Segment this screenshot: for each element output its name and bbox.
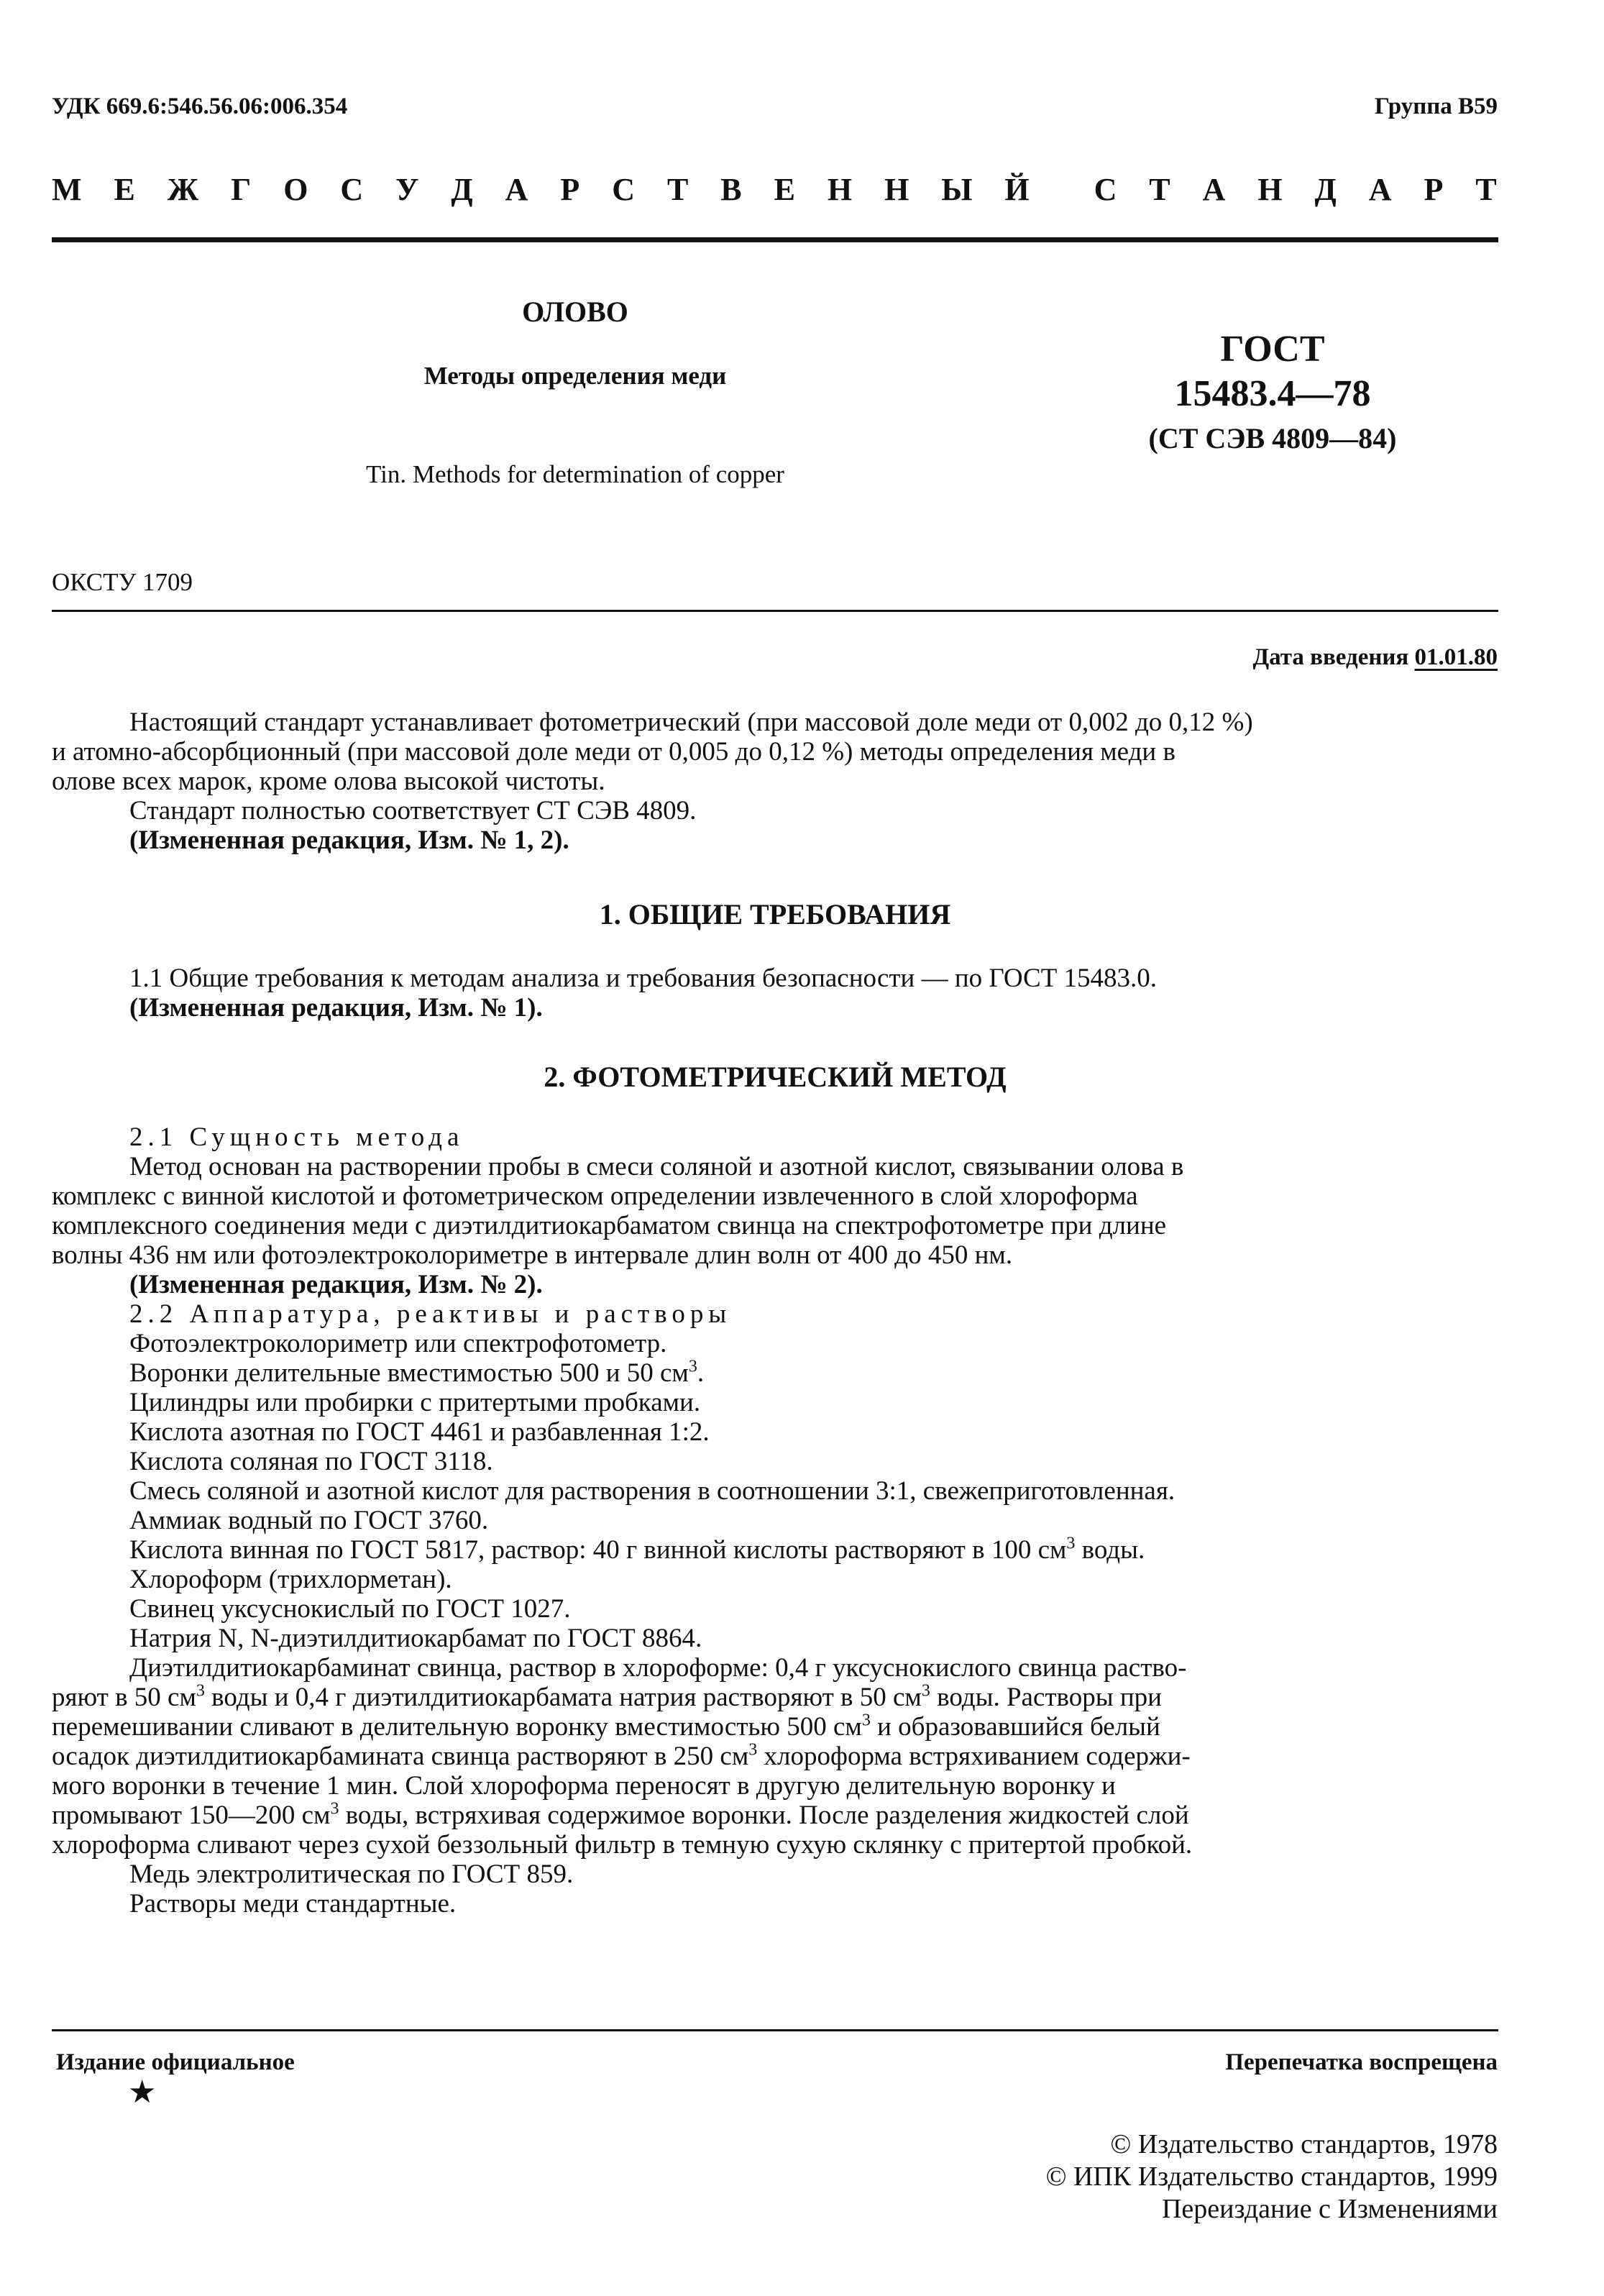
amendment-note: (Измененная редакция, Изм. № 1). [129,993,543,1023]
banner-letter: Н [827,172,853,207]
group-code: Группа В59 [1374,93,1498,119]
list-item: Смесь соляной и азотной кислот для растворения в соотношении 3:1, свежеприготовленная. [129,1476,1175,1506]
banner-letter: А [505,172,528,207]
section-line: волны 436 нм или фотоэлектроколориметре в интервале длин волн от 400 до 450 нм. [52,1240,1013,1270]
banner-letter: С [340,172,364,207]
copyright-line: © Издательство стандартов, 1978 [1110,2129,1498,2159]
introduction-date [1252,644,1498,671]
banner-letter: Е [774,172,795,207]
list-item: Фотоэлектроколориметр или спектрофотометр. [129,1329,667,1358]
banner-letter: О [283,172,308,207]
section-line: комплексного соединения меди с диэтилдитиокарбаматом свинца на спектрофотометре при длине [52,1211,1167,1240]
intro-date-label: Дата введения [1252,644,1409,670]
star-icon: ★ [128,2075,157,2110]
section-1-body [52,964,1498,1023]
list-item: Свинец уксуснокислый по ГОСТ 1027. [129,1594,571,1624]
gost-number: 15483.4—78 [1174,373,1371,414]
official-edition: Издание официальное [56,2049,295,2075]
intro-line: олове всех марок, кроме олова высокой чистоты. [52,767,605,796]
banner-letter: А [1202,172,1226,207]
banner-letter: В [720,172,742,207]
banner-letter: Д [1314,172,1337,207]
copyright-block [1046,2128,1498,2226]
list-item: Аммиак водный по ГОСТ 3760. [129,1506,489,1535]
list-item: Воронки делительные вместимостью 500 и 50 $см^3$. [129,1357,705,1388]
banner-letter: Ж [167,172,199,207]
intro-section [52,708,1498,855]
list-item: Хлороформ (трихлорметан). [129,1565,452,1594]
english-title: Tin. Methods for determination of copper [366,460,784,488]
paragraph-line: промывают 150—200 $см^3$ воды, встряхивая содержимое воронки. После разделения жидкостей слой [52,1799,1189,1830]
banner-letter: Р [1424,172,1444,207]
header-rule [52,237,1498,242]
paragraph-line: хлороформа сливают через сухой беззольный фильтр в темную сухую склянку с притертой пробкой. [52,1830,1193,1860]
section-1-heading: 1. ОБЩИЕ ТРЕБОВАНИЯ [599,898,951,930]
amendment-note: (Измененная редакция, Изм. № 2). [129,1270,543,1299]
paragraph-line: ряют в 50 $см^3$ воды и 0,4 г диэтилдитиокарбамата натрия растворяют в 50 $см^3$ воды. Растворы при [52,1681,1162,1712]
list-item: Кислота винная по ГОСТ 5817, раствор: 40 г винной кислоты растворяют в 100 $см^3$ воды. [129,1534,1145,1565]
banner-letter: Д [451,172,473,207]
okstu-code: ОКСТУ 1709 [52,568,193,596]
section-line: 1.1 Общие требования к методам анализа и требования безопасности — по ГОСТ 15483.0. [129,964,1158,993]
banner-letter: Е [114,172,135,207]
paragraph-line: осадок диэтилдитиокарбамината свинца растворяют в 250 $см^3$ хлороформа встряхиванием содержи- [52,1740,1191,1771]
paragraph-line: мого воронки в течение 1 мин. Слой хлороформа переносят в другую делительную воронку и [52,1771,1116,1801]
banner-letter: Т [666,172,689,207]
copyright-line: © ИПК Издательство стандартов, 1999 [1045,2162,1498,2192]
list-item: Цилиндры или пробирки с притертыми пробками. [129,1388,701,1417]
banner-letter: Н [1257,172,1283,207]
list-item: Медь электролитическая по ГОСТ 859. [129,1860,574,1889]
footer-rule [52,2029,1498,2031]
banner-letter: Г [231,172,252,207]
banner-letter: А [1368,172,1392,207]
udk-code: УДК 669.6:546.56.06:006.354 [52,93,348,119]
section-2-body [52,1122,1498,1918]
copyright-line: Переиздание с Изменениями [1161,2194,1498,2224]
paragraph-line: Диэтилдитиокарбаминат свинца, раствор в хлороформе: 0,4 г уксуснокислого свинца раство- [129,1653,1187,1683]
list-item: Кислота азотная по ГОСТ 4461 и разбавленная 1:2. [129,1417,710,1447]
intro-line: и атомно-абсорбционный (при массовой доле меди от 0,005 до 0,12 %) методы определения меди в [52,737,1175,767]
intro-line: Стандарт полностью соответствует СТ СЭВ 4809. [129,796,697,825]
intro-line: Настоящий стандарт устанавливает фотометрический (при массовой доле меди от 0,002 до 0,12 %) [129,708,1253,737]
interstate-standard-banner [52,171,1497,211]
section-line: комплекс с винной кислотой и фотометрическом определении извлеченного в слой хлороформа [52,1181,1138,1211]
banner-letter: Р [560,172,580,207]
banner-letter: Т [1475,172,1497,207]
banner-letter: Н [884,172,909,207]
banner-letter: М [52,172,82,207]
subsection-2-1-title: 2.1 Сущность метода [129,1122,464,1152]
gost-label: ГОСТ [1220,329,1325,370]
section-2-heading: 2. ФОТОМЕТРИЧЕСКИЙ МЕТОД [544,1061,1007,1093]
banner-letter: Й [1004,172,1030,207]
banner-letter: Ы [941,172,973,207]
reprint-prohibited: Перепечатка воспрещена [1225,2049,1498,2075]
st-sev-number: (СТ СЭВ 4809—84) [1148,422,1397,454]
document-subtitle: Методы определения меди [423,362,727,390]
banner-letter: У [395,172,419,207]
paragraph-line: перемешивании сливают в делительную воронку вместимостью 500 $см^3$ и образовавшийся белый [52,1711,1160,1742]
title-rule [52,610,1498,612]
section-line: Метод основан на растворении пробы в смеси соляной и азотной кислот, связывании олова в [129,1152,1184,1181]
banner-letter: С [1094,172,1117,207]
banner-letter: Т [1149,172,1170,207]
amendment-note: (Измененная редакция, Изм. № 1, 2). [129,825,569,855]
list-item: Натрия N, N-диэтилдитиокарбамат по ГОСТ 8864. [129,1624,702,1653]
list-item: Кислота соляная по ГОСТ 3118. [129,1447,493,1476]
list-item: Растворы меди стандартные. [129,1889,457,1918]
banner-letter: С [612,172,635,207]
subsection-2-2-title: 2.2 Аппаратура, реактивы и растворы [129,1299,732,1329]
intro-date-value: 01.01.80 [1414,644,1498,670]
document-title: ОЛОВО [522,296,628,328]
